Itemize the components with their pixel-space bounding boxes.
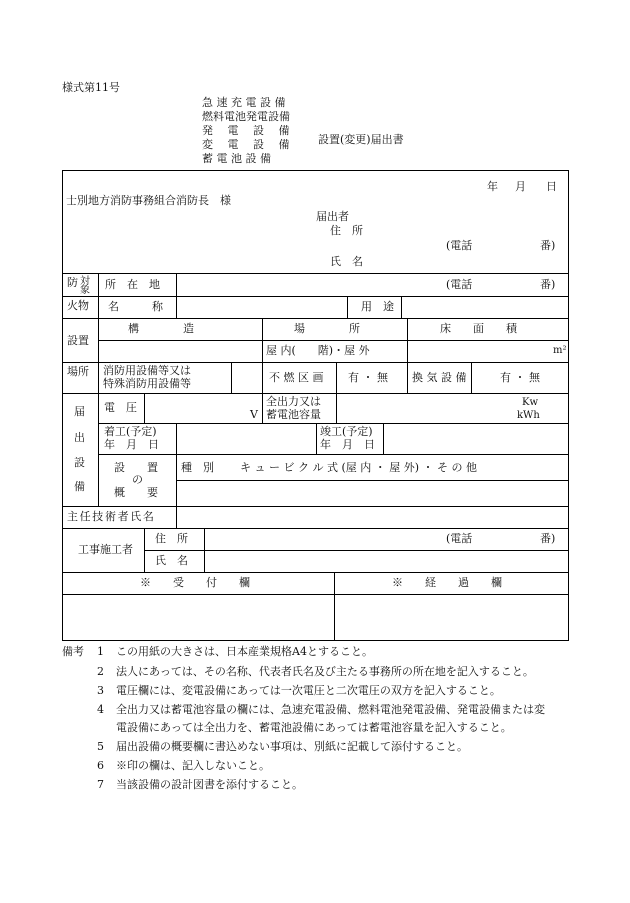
- target-location-label: 所 在 地: [105, 278, 160, 291]
- note-number: 1: [97, 645, 104, 658]
- start-date-label-1: 着工(予定): [104, 425, 157, 438]
- indoor-outdoor-label: 屋 内( 階)・屋 外: [266, 344, 370, 357]
- ventilation-label: 換 気 設 備: [412, 371, 467, 384]
- applicant-address-label: 住 所: [330, 224, 363, 237]
- voltage-label: 電 圧: [104, 401, 137, 414]
- summary-label-2: の: [132, 473, 143, 486]
- note-text: 電圧欄には、変電設備にあっては一次電圧と二次電圧の双方を記入すること。: [116, 684, 501, 697]
- equipment-type-fuel-cell: 燃料電池発電設備: [202, 110, 290, 123]
- target-usage-label: 用 途: [361, 300, 394, 313]
- equipment-vertical-label-4: 備: [74, 480, 85, 493]
- target-phone-suffix: 番): [540, 278, 556, 291]
- target-group-label-2: 対象: [80, 276, 90, 296]
- installation-label-2: 場所: [67, 365, 89, 378]
- fire-equipment-label-2: 特殊消防用設備等: [103, 377, 191, 390]
- output-label-1: 全出力又は: [266, 395, 321, 408]
- date-day-label: 日: [546, 180, 557, 193]
- output-label-2: 蓄電池容量: [266, 408, 321, 421]
- summary-label-3: 概 要: [114, 486, 158, 499]
- note-text: ※印の欄は、記入しないこと。: [116, 759, 270, 772]
- note-text: 当該設備の設計図書を添付すること。: [116, 778, 303, 791]
- start-date-label-2: 年 月 日: [104, 438, 159, 451]
- reception-column-label: ※ 受 付 欄: [140, 576, 250, 589]
- note-number: 5: [97, 740, 104, 753]
- type-label: 種 別: [181, 461, 214, 474]
- progress-column-label: ※ 経 過 欄: [392, 576, 502, 589]
- place-label: 場 所: [294, 322, 360, 335]
- note-text: この用紙の大きさは、日本産業規格A4とすること。: [116, 645, 373, 658]
- date-month-label: 月: [515, 180, 526, 193]
- completion-date-label-1: 竣工(予定): [320, 425, 373, 438]
- target-phone-label: (電話: [446, 278, 473, 291]
- notes-heading: 備考: [62, 645, 84, 658]
- target-name-label: 名 称: [108, 300, 163, 313]
- floor-area-label: 床 面 積: [440, 322, 517, 335]
- date-year-label: 年: [487, 180, 498, 193]
- voltage-unit: V: [250, 408, 258, 421]
- note-text: 全出力又は蓄電池容量の欄には、急速充電設備、燃料電池発電設備、発電設備または変: [116, 703, 545, 716]
- note-text: 法人にあっては、その名称、代表者氏名及び主たる事務所の所在地を記入すること。: [116, 665, 534, 678]
- equipment-type-substation: 変 電 設 備: [202, 138, 290, 151]
- note-text: 電設備にあっては全出力を、蓄電池設備にあっては蓄電池容量を記入すること。: [116, 721, 512, 734]
- equipment-type-generator: 発 電 設 備: [202, 124, 290, 137]
- equipment-type-battery: 蓄 電 池 設 備: [202, 152, 271, 165]
- note-text: 届出設備の概要欄に書込めない事項は、別紙に記載して添付すること。: [116, 740, 468, 753]
- contractor-phone-suffix: 番): [540, 532, 556, 545]
- chief-engineer-label: 主任技術者氏名: [67, 510, 156, 523]
- addressee: 士別地方消防事務組合消防長 様: [66, 194, 231, 207]
- contractor-phone-label: (電話: [446, 532, 473, 545]
- note-number: 4: [97, 703, 104, 716]
- unit-kw: Kw: [522, 397, 539, 408]
- target-group-label-3: 火物: [67, 299, 89, 312]
- summary-label-1: 設 置: [114, 461, 158, 474]
- note-number: 2: [97, 665, 104, 678]
- ventilation-yes-no[interactable]: 有 ・ 無: [500, 371, 540, 384]
- note-number: 3: [97, 684, 104, 697]
- fire-equipment-label-1: 消防用設備等又は: [103, 364, 191, 377]
- document-title: 設置(変更)届出書: [318, 133, 404, 146]
- applicant-name-label: 氏 名: [330, 255, 363, 268]
- applicant-phone-suffix: 番): [540, 239, 556, 252]
- contractor-label: 工事施工者: [78, 543, 133, 556]
- area-unit: m²: [553, 345, 567, 356]
- equipment-vertical-label-2: 出: [74, 431, 85, 444]
- contractor-address-label: 住 所: [155, 532, 188, 545]
- fireproof-yes-no[interactable]: 有 ・ 無: [348, 371, 388, 384]
- applicant-phone-label: (電話: [446, 239, 473, 252]
- contractor-name-label: 氏 名: [155, 554, 188, 567]
- target-group-label-1: 防: [67, 276, 78, 289]
- equipment-vertical-label-1: 届: [74, 405, 85, 418]
- structure-label: 構 造: [128, 322, 194, 335]
- equipment-vertical-label-3: 設: [74, 456, 85, 469]
- type-options[interactable]: キ ュ ー ビ ク ル 式 (屋 内 ・ 屋 外) ・ そ の 他: [240, 461, 478, 474]
- unit-kwh: kWh: [517, 410, 540, 421]
- installation-label-1: 設置: [67, 334, 89, 347]
- applicant-label: 届出者: [316, 210, 349, 223]
- note-number: 7: [97, 778, 104, 791]
- note-number: 6: [97, 759, 104, 772]
- form-number: 様式第11号: [62, 81, 120, 94]
- fireproof-section-label: 不 燃 区 画: [269, 371, 324, 384]
- equipment-type-quick-charger: 急 速 充 電 設 備: [202, 96, 286, 109]
- completion-date-label-2: 年 月 日: [320, 438, 375, 451]
